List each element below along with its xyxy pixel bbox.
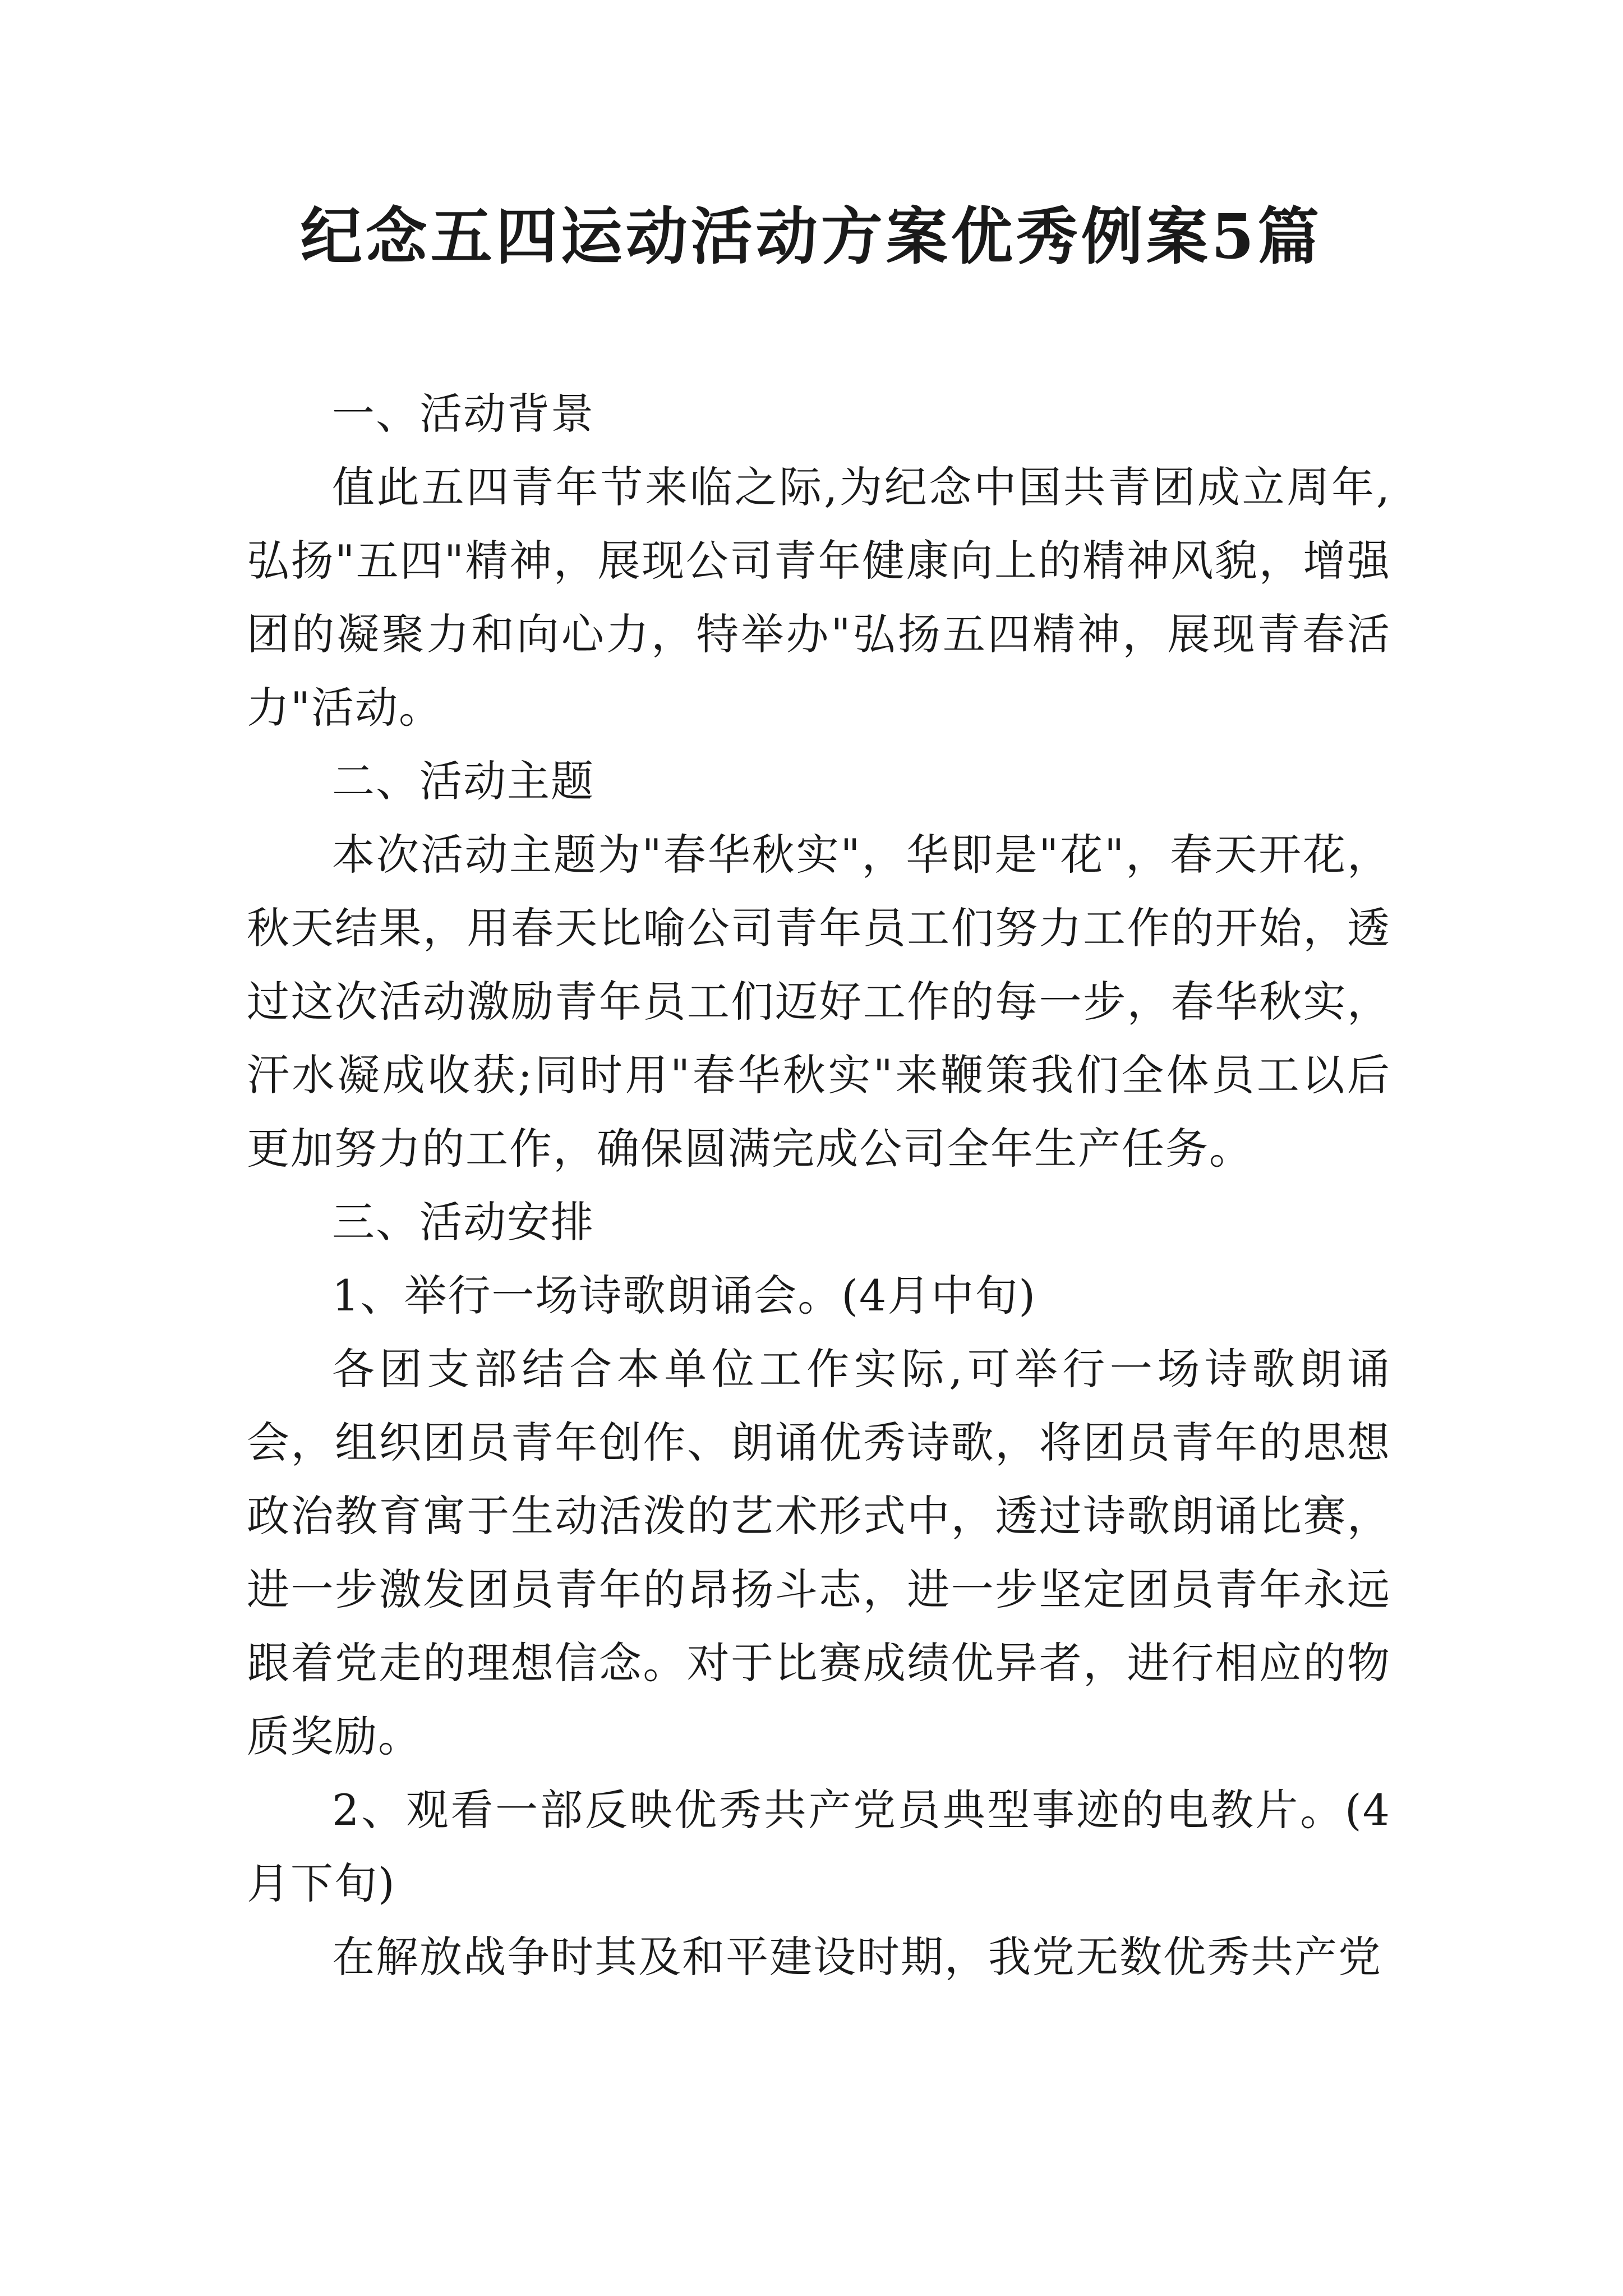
paragraph-poetry-reading: 各团支部结合本单位工作实际,可举行一场诗歌朗诵会，组织团员青年创作、朗诵优秀诗歌，将团员青年的思想政治教育寓于生动活泼的艺术形式中，透过诗歌朗诵比赛，进一步激发团员青年的昂扬斗志，进一步坚定团员青年永远跟着党走的理想信念。对于比赛成绩优异者，进行相应的物质奖励。 bbox=[247, 1344, 1391, 1761]
section-heading-background: 一、活动背景 bbox=[332, 389, 594, 439]
document-body bbox=[247, 377, 1391, 1994]
section-heading-theme: 二、活动主题 bbox=[332, 756, 594, 806]
paragraph-theme: 本次活动主题为"春华秋实"，华即是"花"，春天开花，秋天结果，用春天比喻公司青年员工们努力工作的开始，透过这次活动激励青年员工们迈好工作的每一步，春华秋实，汗水凝成收获;同时用"春华秋实"来鞭策我们全体员工以后更加努力的工作，确保圆满完成公司全年生产任务。 bbox=[247, 830, 1391, 1174]
paragraph-film-viewing: 在解放战争时其及和平建设时期，我党无数优秀共产党 bbox=[332, 1932, 1382, 1982]
item-heading-film-viewing: 2、观看一部反映优秀共产党员典型事迹的电教片。(4月下旬) bbox=[247, 1785, 1391, 1908]
document-title: 纪念五四运动活动方案优秀例案5篇 bbox=[300, 200, 1323, 273]
item-heading-poetry-reading: 1、举行一场诗歌朗诵会。(4月中旬) bbox=[332, 1271, 1037, 1320]
paragraph-background: 值此五四青年节来临之际,为纪念中国共青团成立周年,弘扬"五四"精神，展现公司青年健康向上的精神风貌，增强团的凝聚力和向心力，特举办"弘扬五四精神，展现青春活力"活动。 bbox=[247, 462, 1391, 733]
section-heading-arrangement: 三、活动安排 bbox=[332, 1197, 594, 1247]
